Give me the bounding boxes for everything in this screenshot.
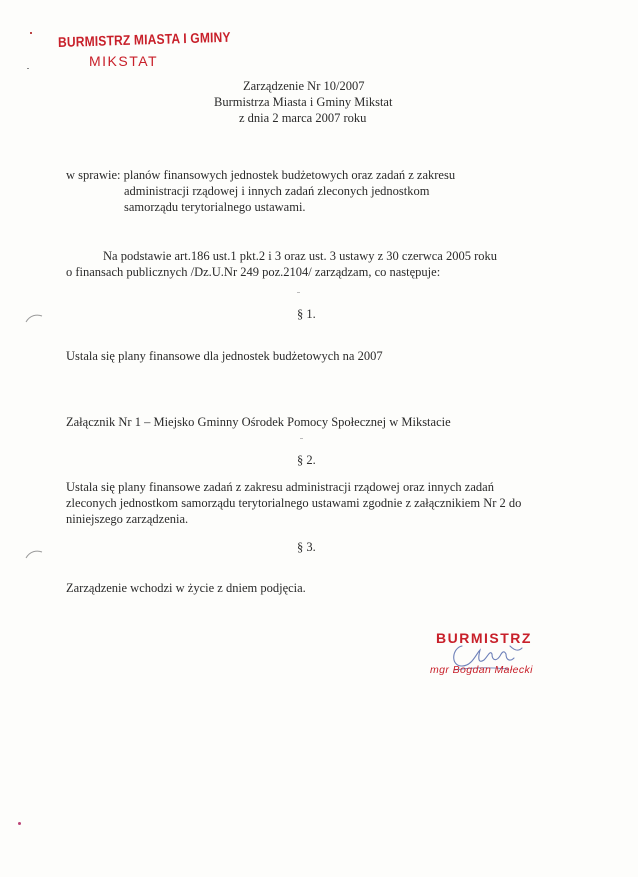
scan-speck (297, 292, 300, 293)
section-1-attachment: Załącznik Nr 1 – Miejsko Gminny Ośrodek Pomocy Społecznej w Mikstacie (66, 415, 451, 429)
document-issuer: Burmistrza Miasta i Gminy Mikstat (214, 95, 393, 109)
section-3-text: Zarządzenie wchodzi w życie z dniem podjęcia. (66, 581, 306, 595)
stamp-office-line2: MIKSTAT (89, 53, 159, 69)
basis-line-1: Na podstawie art.186 ust.1 pkt.2 i 3 oraz ust. 3 ustawy z 30 czerwca 2005 roku (103, 249, 498, 263)
document-title: Zarządzenie Nr 10/2007 (243, 79, 365, 93)
subject-line-3: samorządu terytorialnego ustawami. (124, 200, 306, 214)
scan-speck (18, 822, 21, 825)
signature-stamp-name: mgr Bogdan Małecki (430, 664, 533, 676)
scan-speck (30, 32, 32, 34)
section-2-line-2: zleconych jednostkom samorządu terytorialnego ustawami zgodnie z załącznikiem Nr 2 do (66, 496, 522, 510)
document-date: z dnia 2 marca 2007 roku (239, 111, 367, 125)
section-2-heading: § 2. (297, 453, 316, 467)
punch-hole-mark-icon (24, 548, 44, 560)
basis-line-2: o finansach publicznych /Dz.U.Nr 249 poz.2104/ zarządzam, co następuje: (66, 265, 441, 279)
stamp-office-line1: BURMISTRZ MIASTA I GMINY (57, 28, 231, 50)
section-1-heading: § 1. (297, 307, 316, 321)
section-1-text: Ustala się plany finansowe dla jednostek budżetowych na 2007 (66, 349, 383, 363)
subject-line-2: administracji rządowej i innych zadań zleconych jednostkom (124, 184, 430, 198)
section-3-heading: § 3. (297, 540, 316, 554)
punch-hole-mark-icon (24, 312, 44, 324)
subject-line-1: w sprawie: planów finansowych jednostek budżetowych oraz zadań z zakresu (66, 168, 456, 182)
signature-stamp-title: BURMISTRZ (436, 630, 532, 646)
scan-speck (300, 438, 303, 439)
section-2-line-3: niniejszego zarządzenia. (66, 512, 189, 526)
section-2-line-1: Ustala się plany finansowe zadań z zakresu administracji rządowej oraz innych zadań (66, 480, 494, 494)
scan-speck (27, 68, 29, 69)
